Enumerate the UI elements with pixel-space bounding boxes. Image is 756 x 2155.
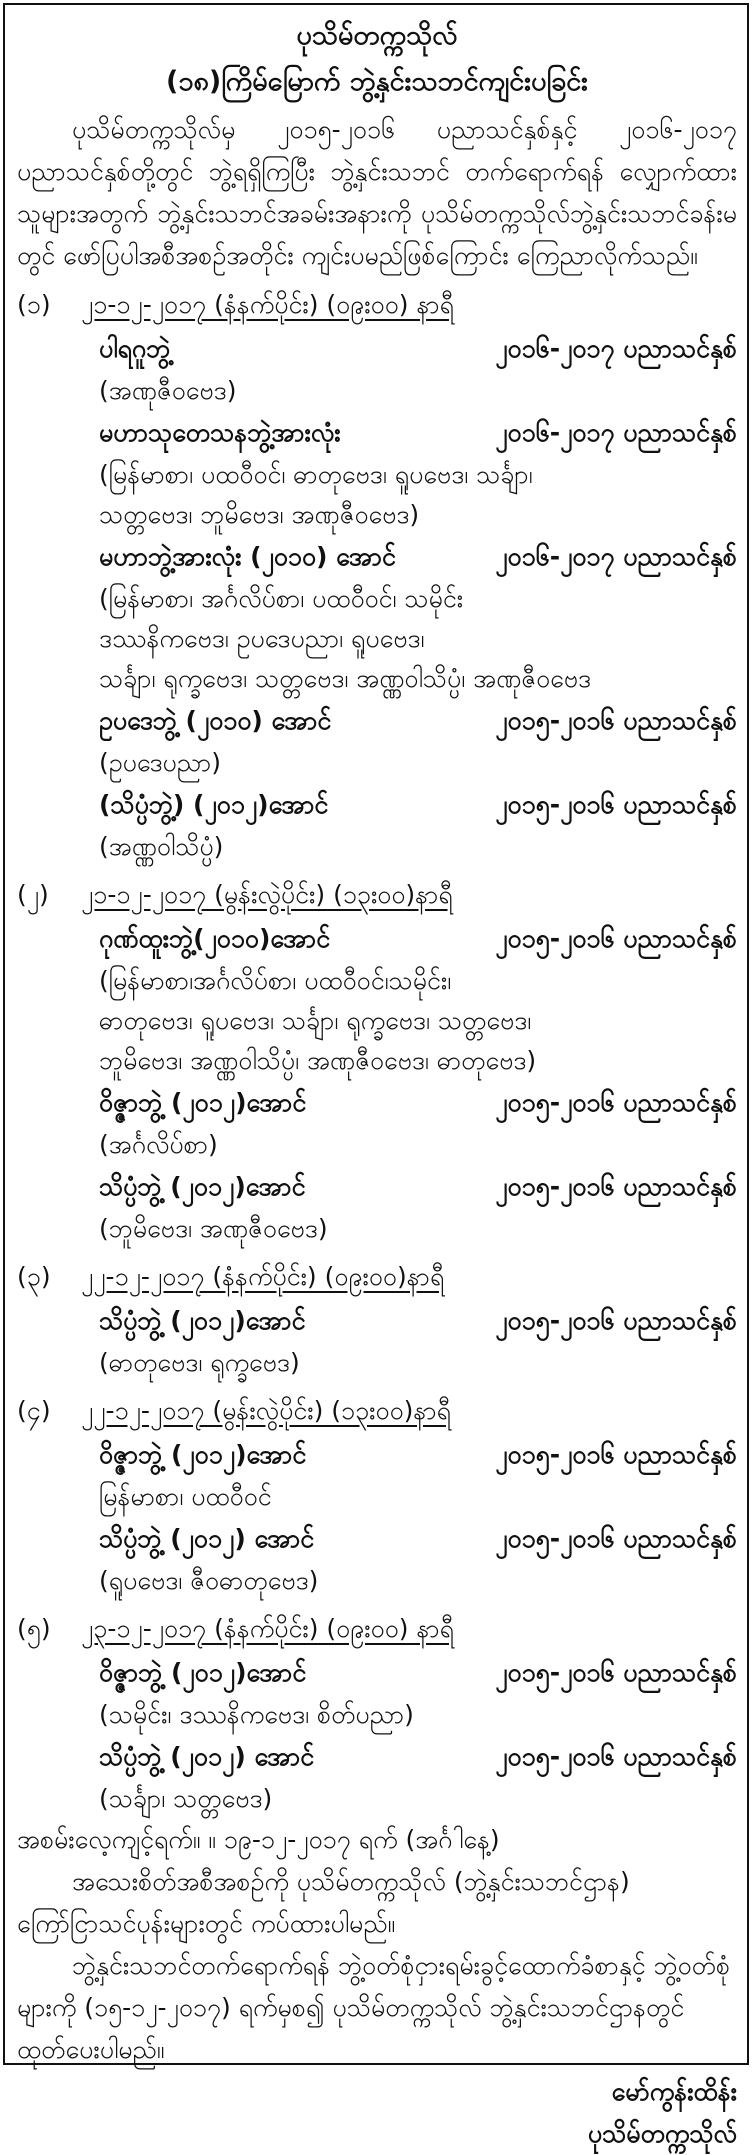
- degree-entry: [99, 1299, 737, 1383]
- schedule-section: [17, 1607, 737, 1819]
- degree-subjects: (ဓာတုဗေဒ၊ ရုက္ခဗေဒ): [99, 1348, 300, 1377]
- degree-subjects: (သင်္ချာ၊ သတ္တဗေဒ): [99, 1784, 273, 1813]
- schedule-section: [17, 873, 737, 1249]
- degree-name: မဟာသုတေသနဘွဲ့အားလုံး: [99, 418, 341, 447]
- section-date-time: ၂၃-၁၂-၂၀၁၇ (နံနက်ပိုင်း) (၀၉း၀၀) နာရီ: [81, 1614, 455, 1643]
- section-header: [17, 1389, 737, 1433]
- degree-subjects: (မြန်မာစာ၊ အင်္ဂလိပ်စာ၊ ပထဝီဝင်၊ သမိုင်း: [99, 584, 464, 613]
- academic-year: ၂၀၁၅-၂၀၁၆ ပညာသင်နှစ်: [495, 1172, 737, 1201]
- degree-entry: [99, 699, 737, 783]
- degree-entry: [99, 783, 737, 867]
- degree-name: သိပ္ပံဘွဲ့ (၂၀၁၂) အောင်: [99, 1524, 315, 1553]
- degree-subjects: (ဘူမိဗေဒ၊ အဏုဇီဝဗေဒ): [99, 1214, 328, 1243]
- degree-row: [99, 1165, 737, 1209]
- academic-year: ၂၀၁၅-၂၀၁၆ ပညာသင်နှစ်: [495, 1524, 737, 1553]
- degree-entry: [99, 1735, 737, 1819]
- section-date-time: ၂၁-၁၂-၂၀၁၇ (မွန်းလွဲပိုင်း) (၁၃း၀၀)နာရီ: [81, 880, 453, 909]
- degree-row: [99, 1433, 737, 1477]
- section-number: (၄): [17, 1396, 51, 1425]
- degree-subjects: သင်္ချာ၊ ရုက္ခဗေဒ၊ သတ္တဗေဒ၊ အဏ္ဏဝါသိပ္ပံ၊ အဏုဇီဝဗေဒ: [99, 664, 592, 693]
- degree-subjects: ဘူမိဗေဒ၊ အဏ္ဏဝါသိပ္ပံ၊ အဏုဇီဝဗေဒ၊ ဓာတုဗေဒ): [99, 1046, 537, 1075]
- degree-name: သိပ္ပံဘွဲ့ (၂၀၁၂) အောင်: [99, 1742, 315, 1771]
- degree-entry: [99, 1651, 737, 1735]
- degree-row: [99, 535, 737, 579]
- degree-subjects: (အင်္ဂလိပ်စာ): [99, 1130, 218, 1159]
- degree-row: [99, 699, 737, 743]
- degree-subjects: ဒဿနိကဗေဒ၊ ဥပဒေပညာ၊ ရူပဗေဒ၊: [99, 624, 425, 653]
- degree-subjects: မြန်မာစာ၊ ပထဝီဝင်: [99, 1482, 272, 1511]
- degree-name: သိပ္ပံဘွဲ့ (၂၀၁၂)အောင်: [99, 1306, 306, 1335]
- degree-row: [99, 1517, 737, 1561]
- academic-year: ၂၀၁၅-၂၀၁၆ ပညာသင်နှစ်: [495, 790, 737, 819]
- rehearsal-date: အစမ်းလေ့ကျင့်ရက်။ ။ ၁၉-၁၂-၂၀၁၇ ရက် (အင်္ဂါနေ့): [17, 1825, 500, 1854]
- degree-name: ပါရဂူဘွဲ့: [99, 334, 171, 363]
- degree-subjects: (ရူပဗေဒ၊ ဇီဝဓာတုဗေဒ): [99, 1566, 319, 1595]
- section-date-time: ၂၂-၁၂-၂၀၁၇ (မွန်းလွဲပိုင်း) (၁၃း၀၀)နာရီ: [81, 1396, 451, 1425]
- degree-subjects: ဓာတုဗေဒ၊ ရူပဗေဒ၊ သင်္ချာ၊ ရုက္ခဗေဒ၊ သတ္တဗေဒ၊: [99, 1006, 532, 1035]
- degree-subjects: (မြန်မာစာ၊အင်္ဂလိပ်စာ၊ ပထဝီဝင်၊သမိုင်း၊: [99, 966, 452, 995]
- degree-row: [99, 327, 737, 371]
- schedule-section: [17, 1389, 737, 1601]
- signatory-title: မော်ကွန်းထိန်း: [611, 2077, 737, 2106]
- section-header: [17, 873, 737, 917]
- section-number: (၃): [17, 1262, 51, 1291]
- details-note: အသေးစိတ်အစီအစဉ်ကို ပုသိမ်တက္ကသိုလ် (ဘွဲ့နှင်းသဘင်ဌာန) ကြော်ငြာသင်ပုန်းများတွင် ကပ်ထားပါမည်။: [17, 1867, 630, 1938]
- section-date-time: ၂၂-၁၂-၂၀၁၇ (နံနက်ပိုင်း) (၀၉း၀၀)နာရီ: [81, 1262, 445, 1291]
- degree-name: ဝိဇ္ဇာဘွဲ့ (၂၀၁၂)အောင်: [99, 1440, 307, 1469]
- section-number: (၁): [17, 290, 51, 319]
- section-header: [17, 1255, 737, 1299]
- section-number: (၂): [17, 880, 49, 909]
- schedule-section: [17, 1255, 737, 1383]
- degree-subjects: (အဏုဇီဝဗေဒ): [99, 376, 237, 405]
- degree-row: [99, 411, 737, 455]
- academic-year: ၂၀၁၅-၂၀၁၆ ပညာသင်နှစ်: [495, 706, 737, 735]
- academic-year: ၂၀၁၅-၂၀၁၆ ပညာသင်နှစ်: [495, 1088, 737, 1117]
- degree-row: [99, 1299, 737, 1343]
- academic-year: ၂၀၁၅-၂၀၁၆ ပညာသင်နှစ်: [495, 1658, 737, 1687]
- intro-paragraph: ပုသိမ်တက္ကသိုလ်မှ ၂၀၁၅-၂၀၁၆ ပညာသင်နှစ်နှင့် ၂၀၁၆-၂၀၁၇ ပညာသင်နှစ်တို့တွင် ဘွဲ့ရရှိကြပြီး ဘွဲ့နှင်းသဘင် တက်ရောက်ရန် လျှောက်ထားသူများအတွက် ဘွဲ့နှင်းသဘင်အခမ်းအနားကို ပုသိမ်တက္ကသိုလ်ဘွဲ့နှင်းသဘင်ခန်းမတွင် ဖော်ပြပါအစီအစဉ်အတိုင်း ကျင်းပမည်ဖြစ်ကြောင်း ကြေညာလိုက်သည်။: [17, 115, 737, 270]
- university-title: ပုသိမ်တက္ကသိုလ်: [296, 20, 458, 51]
- degree-entry: [99, 1517, 737, 1601]
- degree-name: ဂုဏ်ထူးဘွဲ့(၂၀၁၀)အောင်: [99, 924, 331, 953]
- degree-row: [99, 1651, 737, 1695]
- announcement-frame: [3, 3, 749, 2148]
- announcement-content: [17, 13, 737, 2155]
- signatory-organization: ပုသိမ်တက္ကသိုလ်: [587, 2119, 737, 2148]
- degree-row: [99, 783, 737, 827]
- academic-year: ၂၀၁၆-၂၀၁၇ ပညာသင်နှစ်: [495, 418, 737, 447]
- degree-name: မဟာဘွဲ့အားလုံး (၂၀၁၀) အောင်: [99, 542, 396, 571]
- academic-year: ၂၀၁၅-၂၀၁၆ ပညာသင်နှစ်: [495, 1306, 737, 1335]
- schedule-sections: [17, 283, 737, 1819]
- degree-row: [99, 1081, 737, 1125]
- degree-row: [99, 917, 737, 961]
- section-number: (၅): [17, 1614, 51, 1643]
- academic-year: ၂၀၁၆-၂၀၁၇ ပညာသင်နှစ်: [495, 334, 737, 363]
- academic-year: ၂၀၁၅-၂၀၁၆ ပညာသင်နှစ်: [495, 1742, 737, 1771]
- schedule-section: [17, 283, 737, 867]
- section-date-time: ၂၁-၁၂-၂၀၁၇ (နံနက်ပိုင်း) (၀၉း၀၀) နာရီ: [81, 290, 455, 319]
- academic-year: ၂၀၁၅-၂၀၁၆ ပညာသင်နှစ်: [495, 1440, 737, 1469]
- degree-subjects: (အဏ္ဏဝါသိပ္ပံ): [99, 832, 224, 861]
- degree-subjects: (မြန်မာစာ၊ ပထဝီဝင်၊ ဓာတုဗေဒ၊ ရူပဗေဒ၊ သင်္ချာ၊: [99, 460, 533, 489]
- gown-note: ဘွဲ့နှင်းသဘင်တက်ရောက်ရန် ဘွဲ့ဝတ်စုံငှားရမ်းခွင့်ထောက်ခံစာနှင့် ဘွဲ့ဝတ်စုံများကို (၁၅-၁၂-၂၀၁၇) ရက်မှစ၍ ပုသိမ်တက္ကသိုလ် ဘွဲ့နှင်းသဘင်ဌာနတွင် ထုတ်ပေးပါမည်။: [17, 1951, 731, 2064]
- academic-year: ၂၀၁၆-၂၀၁၇ ပညာသင်နှစ်: [495, 542, 737, 571]
- ceremony-title: (၁၈)ကြိမ်မြောက် ဘွဲ့နှင်းသဘင်ကျင်းပခြင်း: [165, 66, 589, 97]
- degree-name: ဝိဇ္ဇာဘွဲ့ (၂၀၁၂)အောင်: [99, 1658, 307, 1687]
- degree-entry: [99, 1433, 737, 1517]
- degree-subjects: (ဥပဒေပညာ): [99, 748, 221, 777]
- degree-name: ဝိဇ္ဇာဘွဲ့ (၂၀၁၂)အောင်: [99, 1088, 307, 1117]
- degree-entry: [99, 535, 737, 699]
- degree-name: ဥပဒေဘွဲ့ (၂၀၁၀) အောင်: [99, 706, 332, 735]
- degree-entry: [99, 1165, 737, 1249]
- degree-entry: [99, 327, 737, 411]
- degree-subjects: (သမိုင်း၊ ဒဿနိကဗေဒ၊ စိတ်ပညာ): [99, 1700, 414, 1729]
- section-header: [17, 283, 737, 327]
- degree-row: [99, 1735, 737, 1779]
- academic-year: ၂၀၁၅-၂၀၁၆ ပညာသင်နှစ်: [495, 924, 737, 953]
- degree-subjects: သတ္တဗေဒ၊ ဘူမိဗေဒ၊ အဏုဇီဝဗေဒ): [99, 500, 420, 529]
- degree-name: သိပ္ပံဘွဲ့ (၂၀၁၂)အောင်: [99, 1172, 306, 1201]
- degree-entry: [99, 411, 737, 535]
- degree-entry: [99, 1081, 737, 1165]
- degree-name: (သိပ္ပံဘွဲ့) (၂၀၁၂)အောင်: [99, 790, 329, 819]
- degree-entry: [99, 917, 737, 1081]
- section-header: [17, 1607, 737, 1651]
